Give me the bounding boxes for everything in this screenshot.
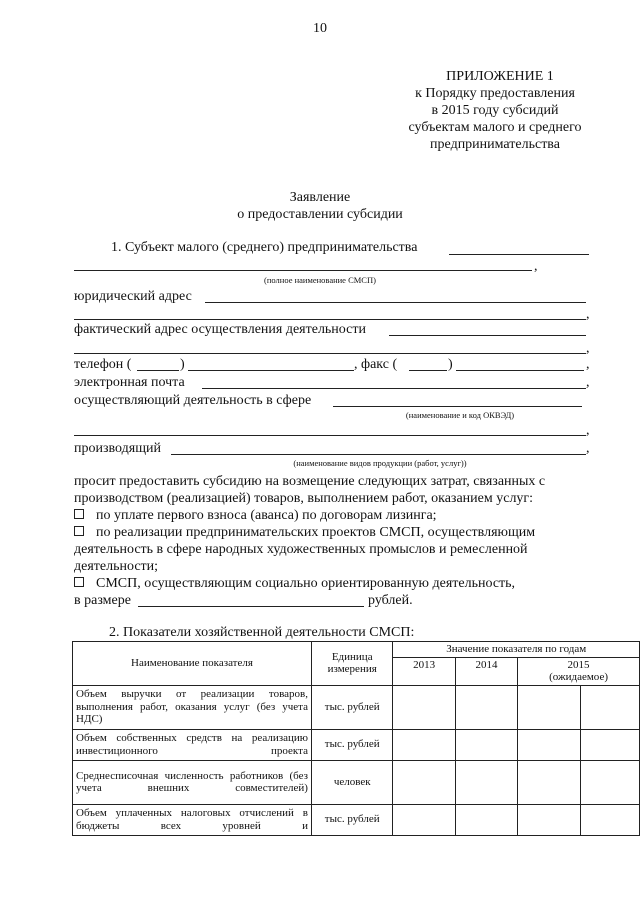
request-text: производством (реализацией) товаров, выполнением работ, оказанием услуг: bbox=[74, 491, 534, 506]
subject-label: 1. Субъект малого (среднего) предпринимательства bbox=[111, 240, 418, 255]
table-row bbox=[73, 685, 640, 729]
indicator-name: Среднесписочная численность работников (без учета внешних совместителей) bbox=[73, 760, 312, 804]
phone-close: ) bbox=[180, 357, 185, 372]
page-number: 10 bbox=[313, 21, 327, 36]
value-cell[interactable] bbox=[518, 804, 580, 835]
actual-address-field[interactable] bbox=[389, 335, 586, 336]
producing-label: производящий bbox=[74, 441, 161, 456]
phone-code-field[interactable] bbox=[137, 370, 179, 371]
value-cell[interactable] bbox=[393, 760, 455, 804]
fax-number-field[interactable] bbox=[456, 370, 584, 371]
phone-label: телефон ( bbox=[74, 357, 132, 372]
option-crafts-cont: деятельности; bbox=[74, 559, 159, 574]
value-cell[interactable] bbox=[518, 729, 580, 760]
value-cell[interactable] bbox=[455, 804, 517, 835]
comma: , bbox=[586, 441, 590, 456]
fax-close: ) bbox=[448, 357, 453, 372]
value-cell[interactable] bbox=[455, 685, 517, 729]
actual-address-label: фактический адрес осуществления деятельности bbox=[74, 322, 366, 337]
year-header: 2014 bbox=[455, 657, 517, 685]
document-title: Заявление bbox=[289, 190, 351, 205]
option-social-label: СМСП, осуществляющим социально ориентированную деятельность, bbox=[96, 576, 516, 591]
option-leasing bbox=[74, 508, 437, 524]
indicator-name: Объем выручки от реализации товаров, выполнения работ, оказания услуг (без учета НДС) bbox=[73, 685, 312, 729]
subject-name-field[interactable] bbox=[449, 254, 589, 255]
actual-address-field-cont[interactable] bbox=[74, 353, 586, 354]
value-cell[interactable] bbox=[393, 804, 455, 835]
table-row bbox=[73, 729, 640, 760]
phone-number-field[interactable] bbox=[188, 370, 354, 371]
appendix-line: предпринимательства bbox=[430, 137, 560, 152]
comma: , bbox=[586, 375, 590, 390]
activity-label: осуществляющий деятельность в сфере bbox=[74, 393, 312, 408]
appendix-line: субъектам малого и среднего bbox=[408, 120, 582, 135]
value-cell[interactable] bbox=[455, 729, 517, 760]
comma: , bbox=[586, 357, 590, 372]
col-name-header: Наименование показателя bbox=[73, 642, 312, 686]
amount-field[interactable] bbox=[138, 606, 364, 607]
full-name-hint: (полное наименование СМСП) bbox=[264, 275, 376, 285]
value-cell[interactable] bbox=[393, 685, 455, 729]
comma: , bbox=[586, 341, 590, 356]
legal-address-field[interactable] bbox=[205, 302, 586, 303]
value-cell[interactable] bbox=[455, 760, 517, 804]
amount-unit: рублей. bbox=[368, 593, 413, 608]
comma: , bbox=[534, 259, 538, 274]
products-hint: (наименование видов продукции (работ, услуг)) bbox=[293, 458, 467, 468]
year-header: 2015 bbox=[567, 658, 590, 671]
option-crafts-label: по реализации предпринимательских проектов СМСП, осуществляющим bbox=[96, 525, 536, 540]
legal-address-field-cont[interactable] bbox=[74, 319, 586, 320]
value-cell[interactable] bbox=[393, 729, 455, 760]
comma: , bbox=[586, 307, 590, 322]
indicator-name: Объем уплаченных налоговых отчислений в бюджеты всех уровней и bbox=[73, 804, 312, 835]
appendix-title: ПРИЛОЖЕНИЕ 1 bbox=[446, 69, 554, 84]
table-row bbox=[73, 804, 640, 835]
appendix-line: к Порядку предоставления bbox=[415, 86, 575, 101]
indicator-unit: тыс. рублей bbox=[311, 685, 392, 729]
products-field[interactable] bbox=[171, 454, 586, 455]
col-unit-header: Единица измерения bbox=[311, 642, 392, 686]
indicator-unit: тыс. рублей bbox=[311, 729, 392, 760]
email-label: электронная почта bbox=[74, 375, 185, 390]
legal-address-label: юридический адрес bbox=[74, 289, 192, 304]
value-cell[interactable] bbox=[580, 760, 639, 804]
fax-label: , факс ( bbox=[354, 357, 398, 372]
request-text: просит предоставить субсидию на возмещение следующих затрат, связанных с bbox=[74, 474, 546, 489]
indicator-unit: тыс. рублей bbox=[311, 804, 392, 835]
expected-label: (ожидаемое) bbox=[549, 671, 608, 683]
indicators-table bbox=[72, 641, 640, 836]
section2-title: 2. Показатели хозяйственной деятельности СМСП: bbox=[109, 625, 415, 640]
table-row bbox=[73, 760, 640, 804]
value-cell[interactable] bbox=[518, 760, 580, 804]
activity-field-cont[interactable] bbox=[74, 435, 586, 436]
appendix-line: в 2015 году субсидий bbox=[431, 103, 559, 118]
subject-name-field-cont[interactable] bbox=[74, 270, 532, 271]
value-cell[interactable] bbox=[518, 685, 580, 729]
activity-field[interactable] bbox=[333, 406, 582, 407]
option-leasing-label: по уплате первого взноса (аванса) по договорам лизинга; bbox=[96, 508, 437, 523]
email-field[interactable] bbox=[202, 388, 586, 389]
value-cell[interactable] bbox=[580, 729, 639, 760]
year-header: 2013 bbox=[393, 657, 455, 685]
value-cell[interactable] bbox=[580, 804, 639, 835]
indicator-unit: человек bbox=[311, 760, 392, 804]
option-crafts bbox=[74, 525, 535, 541]
amount-label: в размере bbox=[74, 593, 131, 608]
fax-code-field[interactable] bbox=[409, 370, 447, 371]
col-values-header: Значение показателя по годам bbox=[393, 642, 640, 658]
checkbox[interactable] bbox=[74, 509, 84, 519]
document-subtitle: о предоставлении субсидии bbox=[237, 207, 403, 222]
checkbox[interactable] bbox=[74, 526, 84, 536]
okved-hint: (наименование и код ОКВЭД) bbox=[405, 410, 515, 420]
option-social bbox=[74, 576, 515, 592]
checkbox[interactable] bbox=[74, 577, 84, 587]
option-crafts-cont: деятельность в сфере народных художественных промыслов и ремесленной bbox=[74, 542, 528, 557]
indicator-name: Объем собственных средств на реализацию инвестиционного проекта bbox=[73, 729, 312, 760]
value-cell[interactable] bbox=[580, 685, 639, 729]
year-header-expected bbox=[518, 657, 640, 685]
comma: , bbox=[586, 423, 590, 438]
